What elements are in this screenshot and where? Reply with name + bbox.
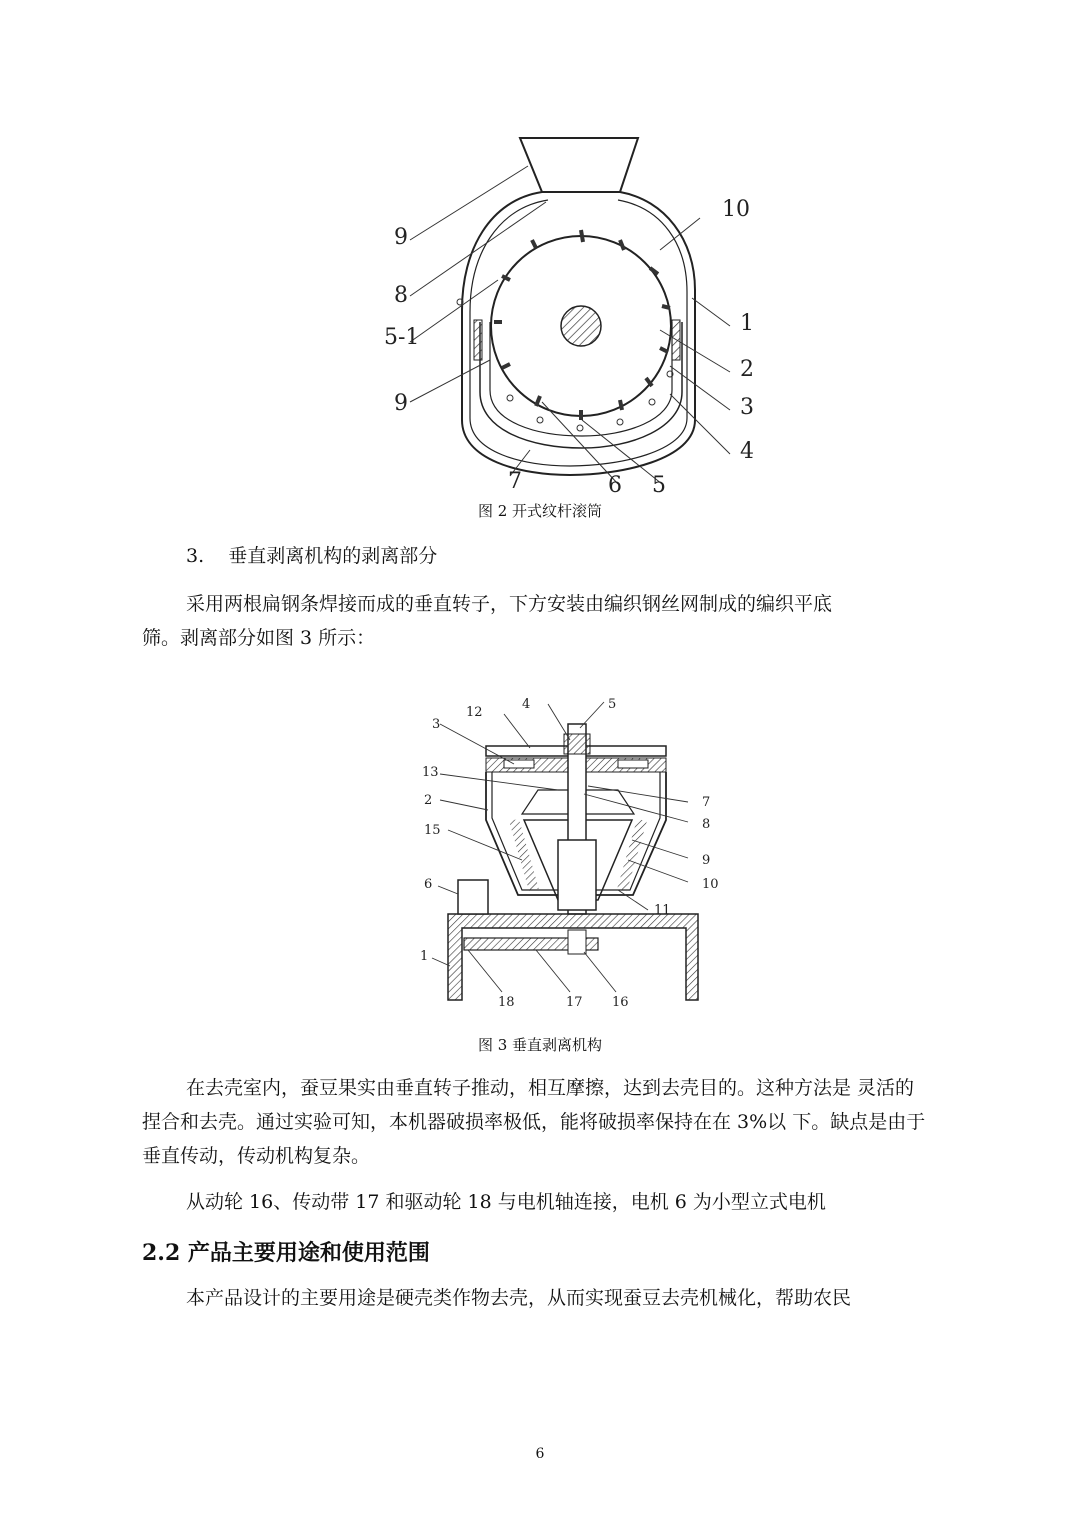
paragraph-4: 本产品设计的主要用途是硬壳类作物去壳，从而实现蚕豆去壳机械化，帮助农民 [186, 1287, 852, 1309]
fig3-label-10: 10 [702, 877, 719, 892]
paragraph-2-line-3: 垂直传动，传动机构复杂。 [142, 1145, 371, 1167]
fig2-label-7: 7 [508, 469, 522, 494]
fig3-label-8: 8 [702, 817, 711, 832]
fig3-label-1: 1 [420, 949, 429, 964]
fig2-label-2: 2 [740, 357, 754, 382]
fig3-label-13: 13 [422, 765, 439, 780]
fig3-label-12: 12 [466, 705, 483, 720]
fig3-label-4: 4 [522, 697, 531, 712]
paragraph-3: 从动轮 16、传动带 17 和驱动轮 18 与电机轴连接，电机 6 为小型立式电机 [186, 1191, 826, 1213]
paragraph-2-line-2: 捏合和去壳。通过实验可知，本机器破损率极低，能将破损率保持在在 3%以 下。缺点是由于 [142, 1111, 926, 1133]
fig3-label-11: 11 [654, 903, 671, 918]
fig3-label-2: 2 [424, 793, 433, 808]
fig2-label-1: 1 [740, 311, 754, 336]
paragraph-1-line-2: 筛。剥离部分如图 3 所示： [142, 627, 376, 649]
fig2-label-9-bottom: 9 [394, 391, 408, 416]
fig3-label-15: 15 [424, 823, 441, 838]
paragraph-2-line-1: 在去壳室内，蚕豆果实由垂直转子推动，相互摩擦，达到去壳目的。这种方法是 灵活的 [186, 1077, 915, 1099]
fig2-label-3: 3 [740, 395, 754, 420]
fig2-label-5-1: 5-1 [384, 325, 420, 350]
fig3-label-16: 16 [612, 995, 629, 1010]
fig3-label-6: 6 [424, 877, 433, 892]
fig2-label-8: 8 [394, 283, 408, 308]
fig2-label-9-top: 9 [394, 225, 408, 250]
fig3-label-17: 17 [566, 995, 583, 1010]
fig3-label-5: 5 [608, 697, 617, 712]
figure-2-drawing [370, 130, 770, 500]
section-2-2-heading: 2.2 产品主要用途和使用范围 [142, 1240, 430, 1266]
section-3-title: 3. 垂直剥离机构的剥离部分 [186, 545, 438, 567]
fig3-label-7: 7 [702, 795, 711, 810]
vertical-stripping-mechanism-diagram [418, 690, 730, 1010]
paragraph-1-line-1: 采用两根扁钢条焊接而成的垂直转子，下方安装由编织钢丝网制成的编织平底 [186, 593, 833, 615]
fig2-label-4: 4 [740, 439, 754, 464]
figure-3-drawing [418, 690, 730, 1010]
fig2-label-10: 10 [722, 197, 750, 222]
page-number: 6 [535, 1446, 545, 1462]
open-rasp-bar-drum-diagram [370, 130, 770, 500]
figure-3-caption: 图 3 垂直剥离机构 [477, 1036, 603, 1054]
fig2-label-5: 5 [652, 473, 666, 498]
fig3-label-9: 9 [702, 853, 711, 868]
fig2-label-6: 6 [608, 473, 622, 498]
fig3-label-18: 18 [498, 995, 515, 1010]
figure-2-caption: 图 2 开式纹杆滚筒 [477, 502, 603, 520]
fig3-label-3: 3 [432, 717, 441, 732]
